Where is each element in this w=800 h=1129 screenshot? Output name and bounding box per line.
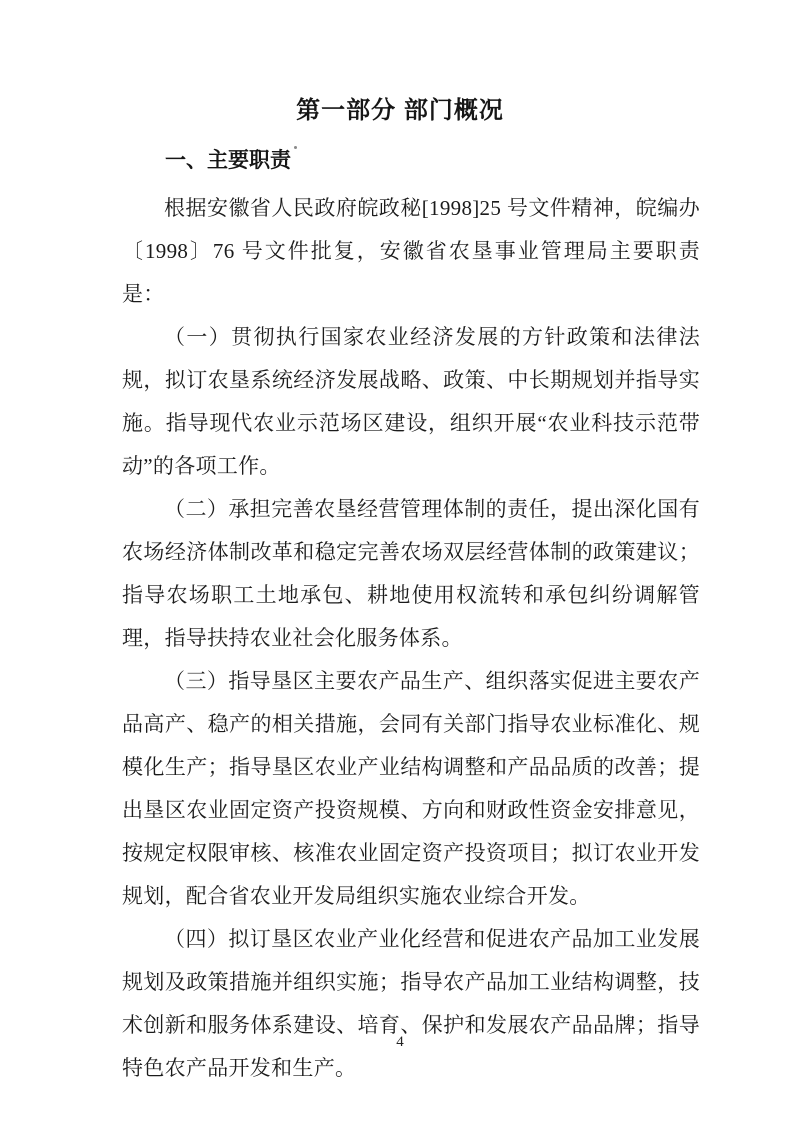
paragraph-duty-2: （二）承担完善农垦经营管理体制的责任，提出深化国有农场经济体制改革和稳定完善农场双层经营体制的政策建议；指导农场职工土地承包、耕地使用权流转和承包纠纷调解管理，指导扶持农业社会化服务体系。 <box>122 497 700 650</box>
paragraph-duty-3: （三）指导垦区主要农产品生产、组织落实促进主要农产品高产、稳产的相关措施，会同有关部门指导农业标准化、规模化生产；指导垦区农业产业结构调整和产品品质的改善；提出垦区农业固定资产投资规模、方向和财政性资金安排意见，按规定权限审核、核准农业固定资产投资项目；拟订农业开发规划，配合省农业开发局组织实施农业综合开发。 <box>122 669 700 908</box>
paragraph-duty-1: （一）贯彻执行国家农业经济发展的方针政策和法律法规，拟订农垦系统经济发展战略、政策、中长期规划并指导实施。指导现代农业示范场区建设，组织开展“农业科技示范带动”的各项工作。 <box>122 325 700 478</box>
paragraph-intro: 根据安徽省人民政府皖政秘[1998]25 号文件精神，皖编办〔1998〕76 号文件批复，安徽省农垦事业管理局主要职责是： <box>122 196 700 306</box>
section-heading: 一、主要职责 <box>165 149 291 172</box>
page-title: 第一部分 部门概况 <box>296 97 504 124</box>
scan-artifact-dot <box>294 146 297 149</box>
page-number: 4 <box>396 1034 404 1050</box>
paragraph-duty-4: （四）拟订垦区农业产业化经营和促进农产品加工业发展规划及政策措施并组织实施；指导农产品加工业结构调整，技术创新和服务体系建设、培育、保护和发展农产品品牌；指导特色农产品开发和生产。 <box>122 927 700 1080</box>
document-body <box>122 187 700 1090</box>
